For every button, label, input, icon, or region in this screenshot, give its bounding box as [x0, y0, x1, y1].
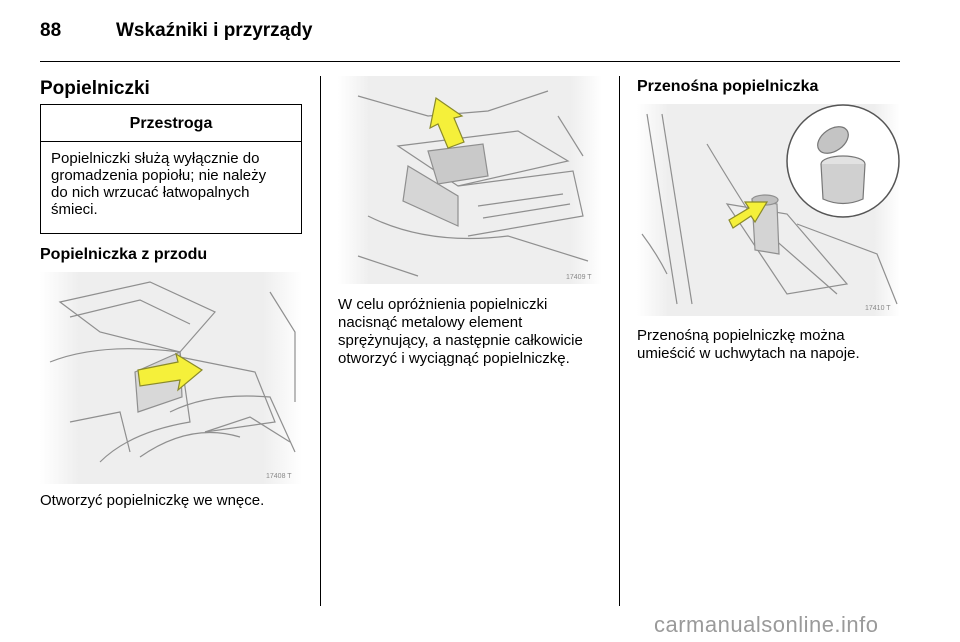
text-line: W celu opróżnienia popielniczki [338, 296, 548, 313]
caution-box [40, 104, 302, 234]
text-line: otworzyć i wyciągnąć popielniczkę. [338, 350, 570, 367]
text-line: umieścić w uchwytach na napoje. [637, 345, 860, 362]
figure-empty-ashtray [338, 76, 602, 284]
watermark: carmanualsonline.info [654, 612, 879, 637]
figure-front-ashtray [40, 272, 302, 484]
header-rule [40, 61, 900, 62]
caution-line: gromadzenia popiołu; nie należy [51, 167, 267, 184]
front-ashtray-illustration [40, 272, 302, 484]
figure-code: 17409 T [566, 274, 592, 281]
empty-ashtray-illustration [338, 76, 602, 284]
page-number: 88 [40, 20, 62, 41]
body-empty-ashtray [338, 296, 583, 368]
column-divider-1 [320, 76, 321, 606]
chapter-title: Wskaźniki i przyrządy [116, 20, 313, 41]
caution-line: śmieci. [51, 201, 98, 218]
text-line: Przenośną popielniczkę można [637, 327, 845, 344]
subsection-title-portable: Przenośna popielniczka [637, 78, 819, 95]
portable-ashtray-illustration [637, 104, 900, 316]
caption-front: Otworzyć popielniczkę we wnęce. [40, 492, 265, 509]
caution-line: Popielniczki służą wyłącznie do [51, 150, 260, 167]
section-title: Popielniczki [40, 78, 150, 99]
subsection-title-front: Popielniczka z przodu [40, 246, 208, 263]
body-portable-ashtray [637, 327, 860, 363]
text-line: nacisnąć metalowy element [338, 314, 523, 331]
caution-text [41, 142, 301, 218]
caution-line: do nich wrzucać łatwopalnych [51, 184, 250, 201]
text-line: sprężynujący, a następnie całkowicie [338, 332, 583, 349]
column-divider-2 [619, 76, 620, 606]
figure-portable-ashtray [637, 104, 900, 316]
page-header [40, 20, 900, 42]
caution-title: Przestroga [41, 105, 301, 142]
figure-code: 17408 T [266, 473, 292, 480]
figure-code: 17410 T [865, 305, 891, 312]
